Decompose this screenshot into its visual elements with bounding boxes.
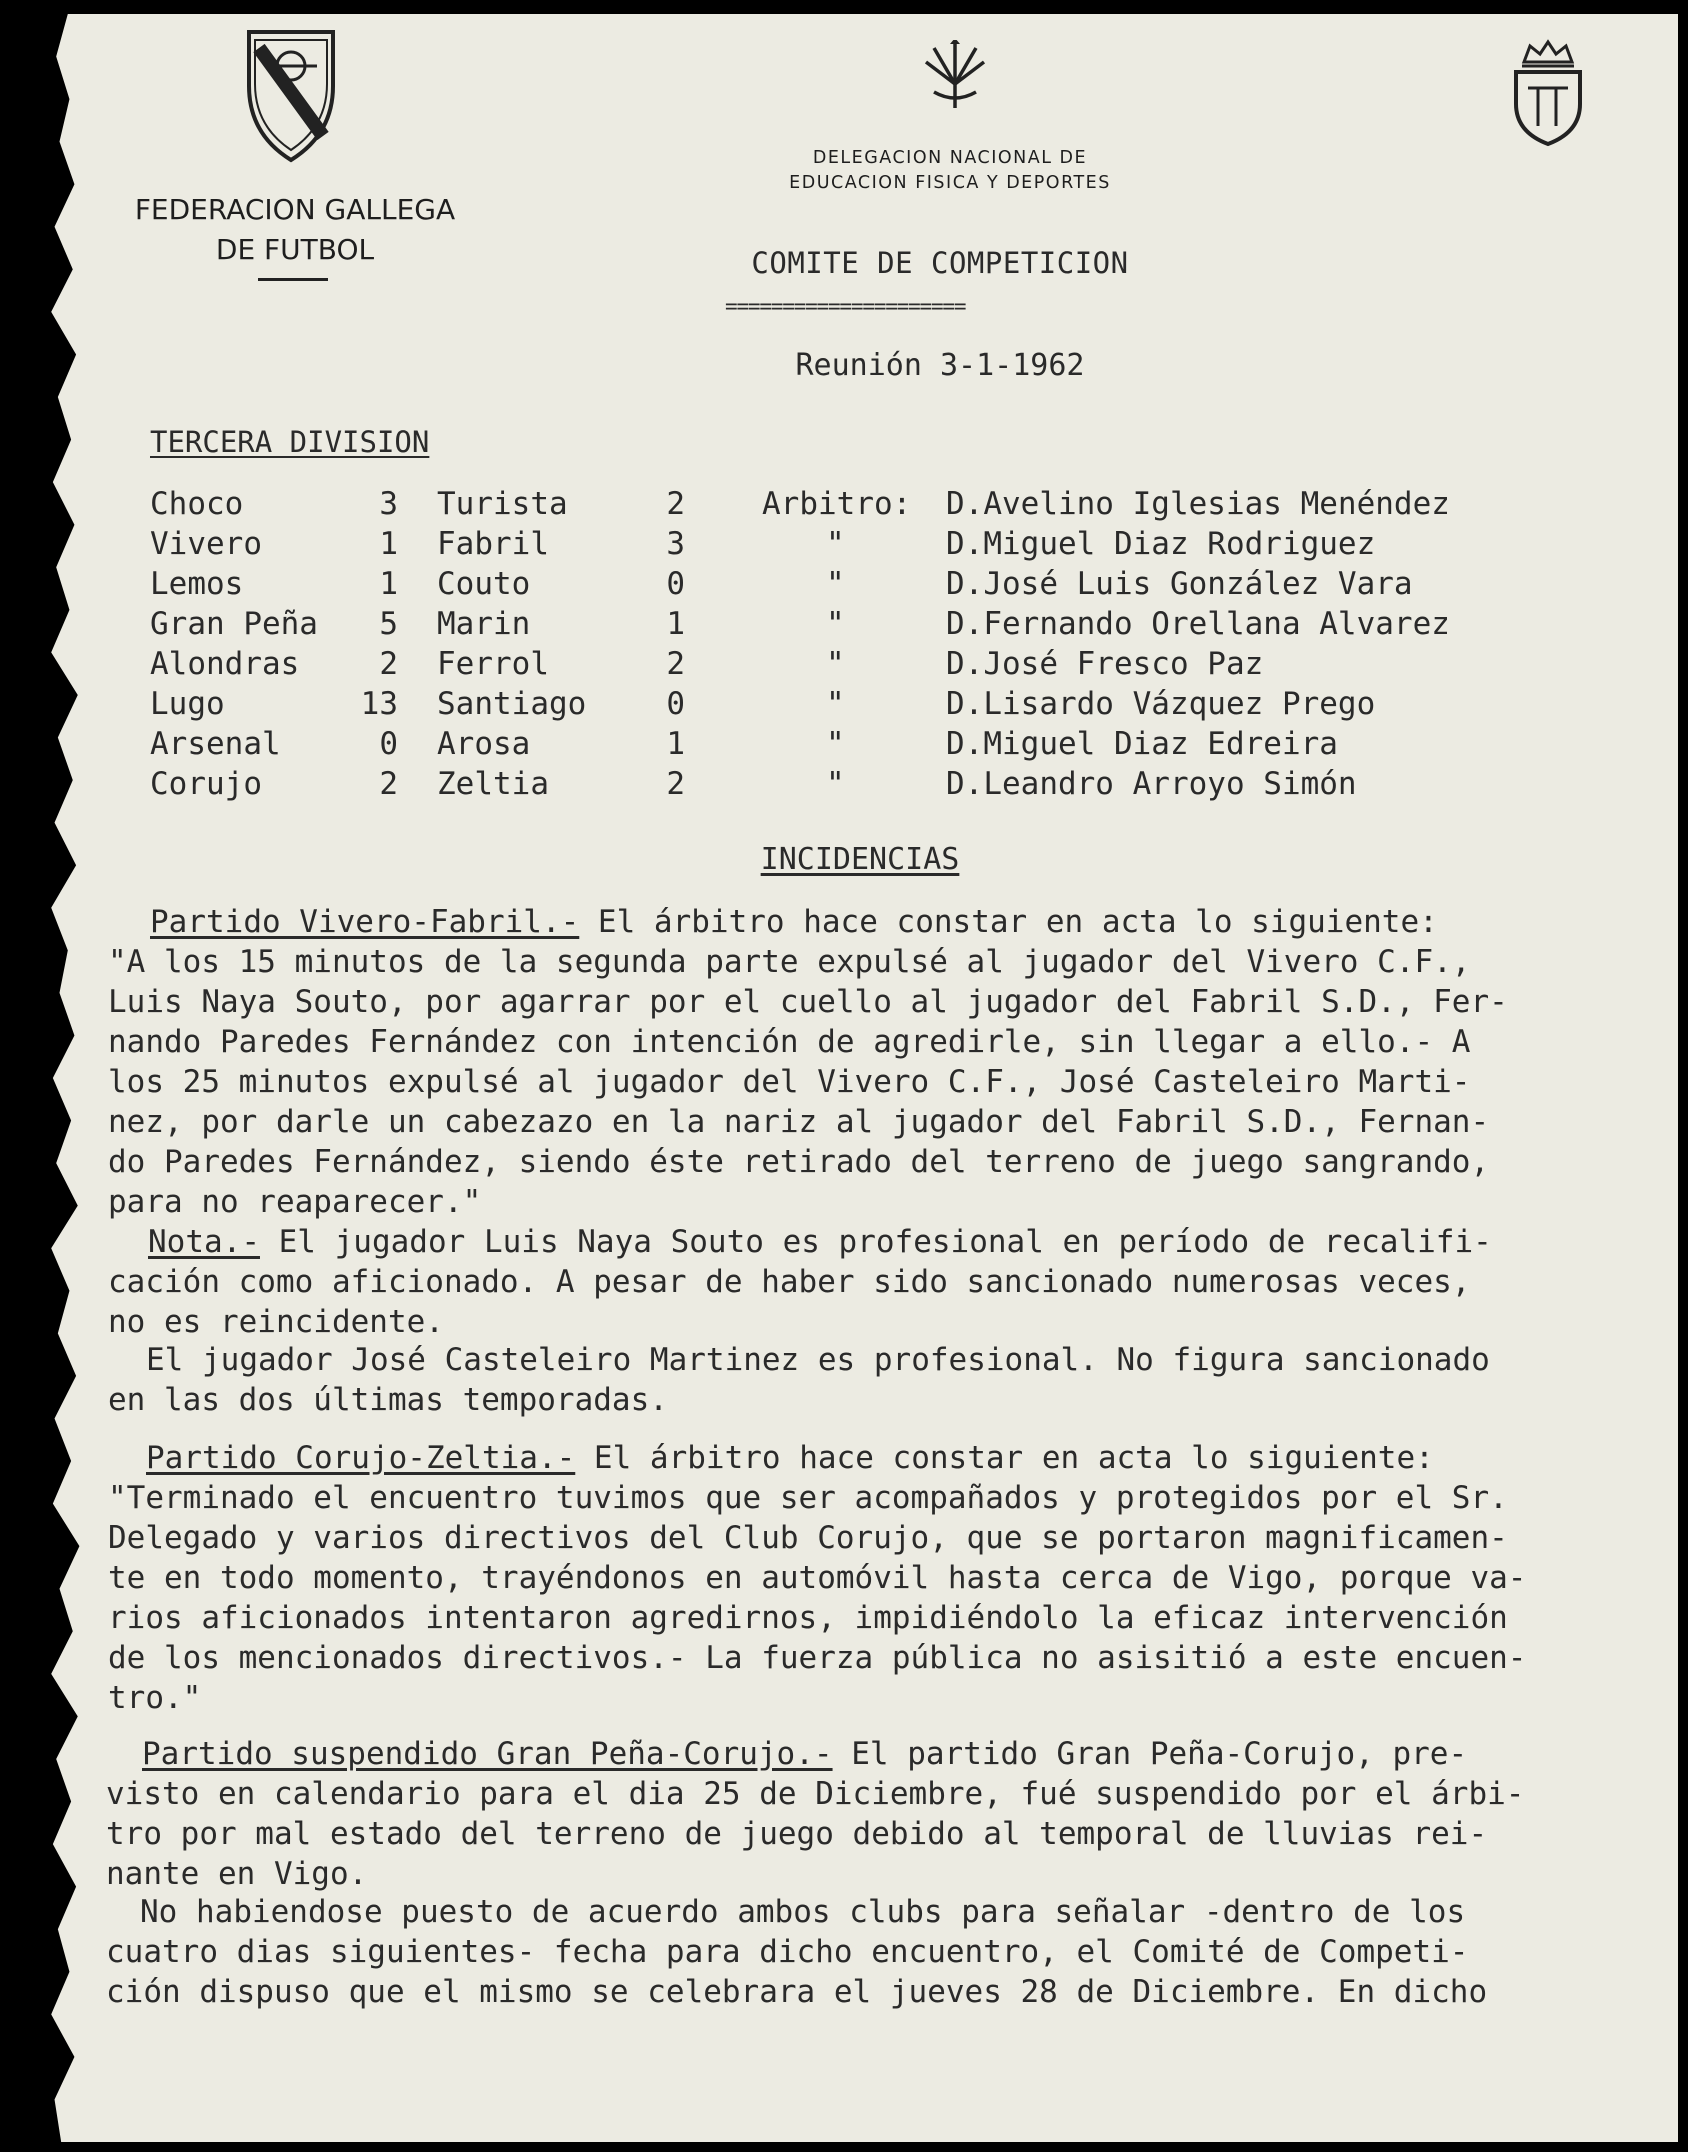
federation-name bbox=[110, 190, 480, 270]
result-home-goals: 0 bbox=[379, 726, 398, 762]
paragraph-line: No habiendose puesto de acuerdo ambos clubs para señalar -dentro de los bbox=[140, 1894, 1466, 1930]
result-away: Fabril bbox=[437, 526, 549, 562]
paragraph-line bbox=[150, 902, 1438, 942]
paragraph-line: tro por mal estado del terreno de juego debido al temporal de lluvias rei- bbox=[106, 1816, 1488, 1852]
result-away-goals: 1 bbox=[666, 726, 685, 762]
paragraph-line: en las dos últimas temporadas. bbox=[108, 1382, 668, 1418]
result-away: Turista bbox=[437, 486, 568, 522]
paragraph-line: do Paredes Fernández, siendo éste retirado del terreno de juego sangrando, bbox=[108, 1144, 1490, 1180]
delegation-line-2: EDUCACION FISICA Y DEPORTES bbox=[789, 173, 1111, 193]
result-ditto: " bbox=[826, 606, 845, 642]
result-arbitro-label: Arbitro: bbox=[762, 486, 912, 522]
paragraph-line: los 25 minutos expulsé al jugador del Vivero C.F., José Casteleiro Marti- bbox=[108, 1064, 1471, 1100]
result-ditto: " bbox=[826, 726, 845, 762]
result-away: Santiago bbox=[437, 686, 587, 722]
nota-heading: Nota.- bbox=[148, 1224, 260, 1260]
result-home: Choco bbox=[150, 486, 244, 522]
paragraph-heading: Partido suspendido Gran Peña-Corujo.- bbox=[142, 1736, 833, 1772]
result-ditto: " bbox=[826, 566, 845, 602]
result-away-goals: 2 bbox=[666, 766, 685, 802]
result-away-goals: 2 bbox=[666, 486, 685, 522]
result-away-goals: 0 bbox=[666, 566, 685, 602]
paragraph-line: visto en calendario para el dia 25 de Diciembre, fué suspendido por el árbi- bbox=[106, 1776, 1525, 1812]
federation-shield-icon bbox=[245, 26, 337, 166]
result-ditto: " bbox=[826, 646, 845, 682]
result-ditto: " bbox=[826, 686, 845, 722]
result-home-goals: 5 bbox=[379, 606, 398, 642]
result-away-goals: 2 bbox=[666, 646, 685, 682]
result-away: Arosa bbox=[437, 726, 531, 762]
paragraph-text: El árbitro hace constar en acta lo siguiente: bbox=[575, 1440, 1434, 1476]
paragraph-heading: Partido Corujo-Zeltia.- bbox=[146, 1440, 576, 1476]
yoke-arrows-icon bbox=[920, 40, 990, 112]
paragraph-line: nez, por darle un cabezazo en la nariz al jugador del Fabril S.D., Fernan- bbox=[108, 1104, 1490, 1140]
result-away-goals: 3 bbox=[666, 526, 685, 562]
paragraph-line: cación como aficionado. A pesar de haber sido sancionado numerosas veces, bbox=[108, 1264, 1471, 1300]
result-home: Gran Peña bbox=[150, 606, 318, 642]
result-home: Corujo bbox=[150, 766, 262, 802]
result-home-goals: 1 bbox=[379, 566, 398, 602]
result-away-goals: 1 bbox=[666, 606, 685, 642]
paragraph-line: ción dispuso que el mismo se celebrara el jueves 28 de Diciembre. En dicho bbox=[106, 1974, 1488, 2010]
committee-underline: ===================== bbox=[725, 294, 966, 318]
paragraph-heading: Partido Vivero-Fabril.- bbox=[150, 904, 580, 940]
result-ditto: " bbox=[826, 766, 845, 802]
result-ditto: " bbox=[826, 526, 845, 562]
result-away: Ferrol bbox=[437, 646, 549, 682]
paragraph-line: cuatro dias siguientes- fecha para dicho encuentro, el Comité de Competi- bbox=[106, 1934, 1469, 1970]
result-home-goals: 2 bbox=[379, 646, 398, 682]
paragraph-text: El árbitro hace constar en acta lo siguiente: bbox=[579, 904, 1438, 940]
paragraph-line bbox=[146, 1438, 1434, 1478]
paragraph-line bbox=[148, 1222, 1492, 1262]
delegation-line-1: DELEGACION NACIONAL DE bbox=[812, 148, 1088, 168]
result-home: Alondras bbox=[150, 646, 300, 682]
result-home-goals: 13 bbox=[360, 686, 398, 722]
paragraph-line: no es reincidente. bbox=[108, 1304, 444, 1340]
result-home-goals: 2 bbox=[379, 766, 398, 802]
paragraph-line: nando Paredes Fernández con intención de agredirle, sin llegar a ello.- A bbox=[108, 1024, 1471, 1060]
division-title: TERCERA DIVISION bbox=[150, 425, 430, 459]
paragraph-line: rios aficionados intentaron agredirnos, impidiéndolo la eficaz intervención bbox=[108, 1600, 1508, 1636]
result-home-goals: 3 bbox=[379, 486, 398, 522]
meeting-date: Reunión 3-1-1962 bbox=[795, 348, 1085, 383]
paragraph-line: El jugador José Casteleiro Martinez es profesional. No figura sancionado bbox=[146, 1342, 1490, 1378]
result-away: Couto bbox=[437, 566, 531, 602]
paragraph-line: Luis Naya Souto, por agarrar por el cuello al jugador del Fabril S.D., Fer- bbox=[108, 984, 1508, 1020]
result-home: Lugo bbox=[150, 686, 225, 722]
result-referee: D.José Fresco Paz bbox=[946, 646, 1264, 682]
result-referee: D.Avelino Iglesias Menéndez bbox=[946, 486, 1450, 522]
paragraph-line: Delegado y varios directivos del Club Corujo, que se portaron magnificamen- bbox=[108, 1520, 1508, 1556]
incidencias-title: INCIDENCIAS bbox=[760, 842, 960, 877]
paragraph-line: "Terminado el encuentro tuvimos que ser acompañados y protegidos por el Sr. bbox=[108, 1480, 1508, 1516]
result-away-goals: 0 bbox=[666, 686, 685, 722]
result-referee: D.Leandro Arroyo Simón bbox=[946, 766, 1357, 802]
result-home: Arsenal bbox=[150, 726, 281, 762]
result-home: Lemos bbox=[150, 566, 244, 602]
federation-line-1: FEDERACION GALLEGA bbox=[134, 193, 456, 226]
delegation-name bbox=[720, 146, 1180, 196]
paragraph-line: para no reaparecer." bbox=[108, 1184, 482, 1220]
paragraph-line bbox=[142, 1734, 1467, 1774]
paragraph-line: te en todo momento, trayéndonos en automóvil hasta cerca de Vigo, porque va- bbox=[108, 1560, 1527, 1596]
paragraph-line: nante en Vigo. bbox=[106, 1856, 368, 1892]
paragraph-line: tro." bbox=[108, 1680, 202, 1716]
committee-title: COMITE DE COMPETICION bbox=[751, 246, 1129, 280]
result-referee: D.Lisardo Vázquez Prego bbox=[946, 686, 1376, 722]
paragraph-text: El partido Gran Peña-Corujo, pre- bbox=[832, 1736, 1468, 1772]
result-home: Vivero bbox=[150, 526, 262, 562]
federation-rule bbox=[258, 278, 328, 281]
crowned-shield-icon bbox=[1508, 38, 1588, 148]
result-away: Zeltia bbox=[437, 766, 549, 802]
result-away: Marin bbox=[437, 606, 531, 642]
result-referee: D.Miguel Diaz Edreira bbox=[946, 726, 1338, 762]
result-referee: D.José Luis González Vara bbox=[946, 566, 1413, 602]
federation-line-2: DE FUTBOL bbox=[215, 233, 375, 266]
result-referee: D.Miguel Diaz Rodriguez bbox=[946, 526, 1376, 562]
result-referee: D.Fernando Orellana Alvarez bbox=[946, 606, 1450, 642]
paragraph-line: "A los 15 minutos de la segunda parte expulsé al jugador del Vivero C.F., bbox=[108, 944, 1471, 980]
result-home-goals: 1 bbox=[379, 526, 398, 562]
paragraph-text: El jugador Luis Naya Souto es profesional en período de recalifi- bbox=[259, 1224, 1492, 1260]
paragraph-line: de los mencionados directivos.- La fuerza pública no asisitió a este encuen- bbox=[108, 1640, 1527, 1676]
